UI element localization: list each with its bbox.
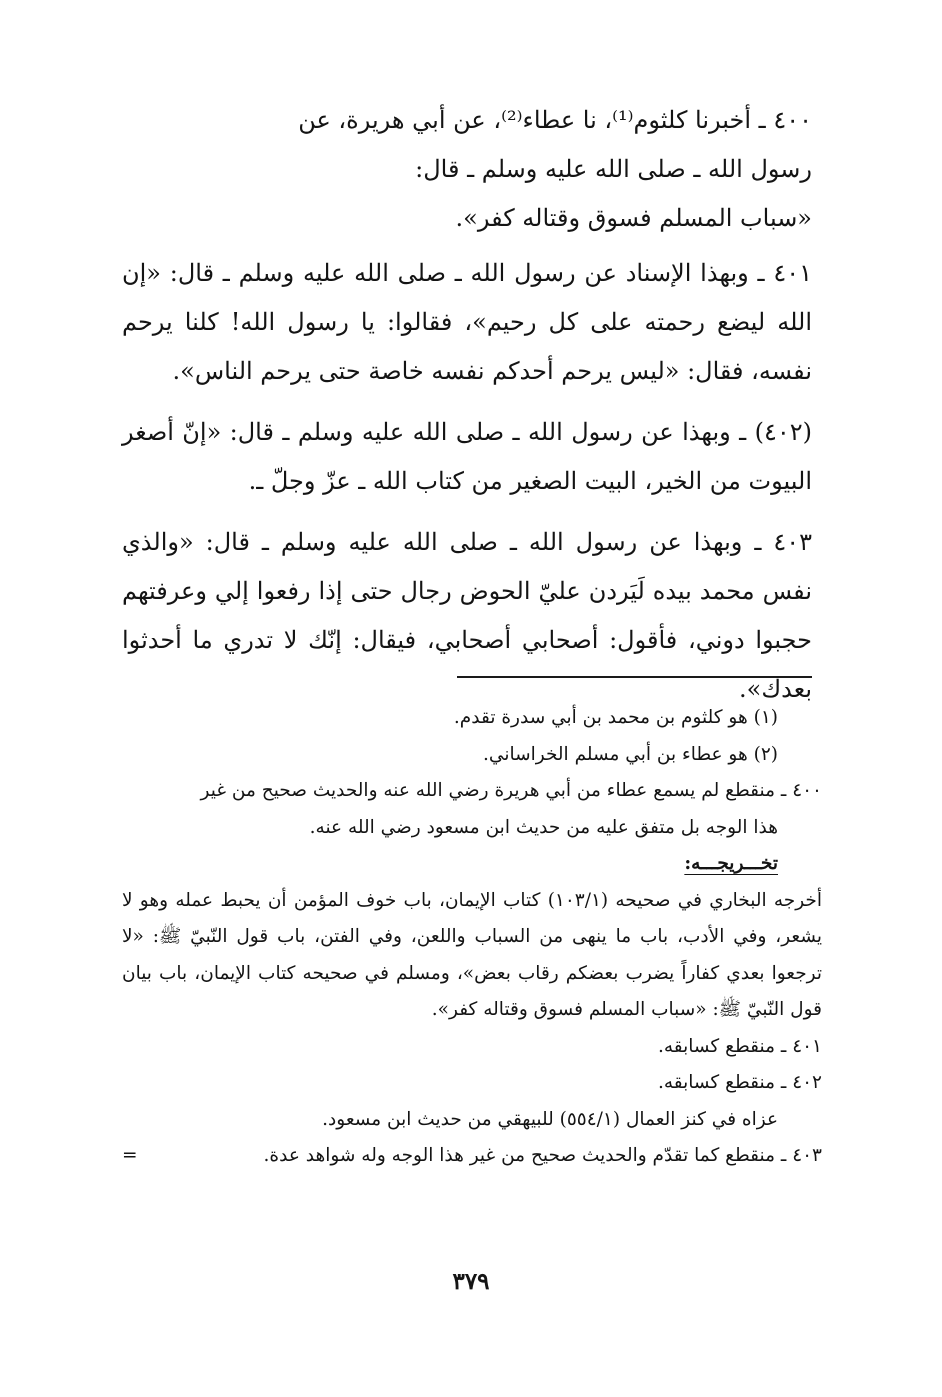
note-403 xyxy=(122,1138,822,1175)
takhrij-heading xyxy=(122,846,822,883)
hadith-403: ٤٠٣ ـ وبهذا عن رسول الله ـ صلى الله عليه وسلم ـ قال: «والذي نفس محمد بيده لَيَردن عليّ الحوض رجال حتى إذا رفعوا إلي وعرفتهم حجبوا دوني، فأقول: أصحابي أصحابي، فيقال: إنّك لا تدري ما أحدثوا بعدك». xyxy=(122,528,813,703)
hadith-400-line2: رسول الله ـ صلى الله عليه وسلم ـ قال: xyxy=(415,155,812,183)
note-401: ٤٠١ ـ منقطع كسابقه. xyxy=(657,1035,822,1057)
hadith-400-line1: ٤٠٠ ـ أخبرنا كلثوم⁽¹⁾، نا عطاء⁽²⁾، عن أبي هريرة، عن xyxy=(298,106,812,134)
note-400: ٤٠٠ ـ منقطع لم يسمع عطاء من أبي هريرة رضي الله عنه والحديث صحيح من غير xyxy=(200,780,822,801)
footnote-divider xyxy=(457,676,812,678)
hadith-400 xyxy=(122,96,812,243)
hadith-402: (٤٠٢) ـ وبهذا عن رسول الله ـ صلى الله عليه وسلم ـ قال: «إنّ أصغر البيوت من الخير، البيت الصغير من كتاب الله ـ عزّ وجلّ ـ. xyxy=(122,418,812,495)
footnote-1: (١) هو كلثوم بن محمد بن أبي سدرة تقدم. xyxy=(453,707,778,728)
page-number: ٣٧٩ xyxy=(452,1268,490,1295)
note-402: ٤٠٢ ـ منقطع كسابقه. xyxy=(657,1072,822,1093)
continuation-mark: = xyxy=(122,1145,138,1166)
hadith-text xyxy=(122,96,812,726)
takhrij-label: تخـــريجـــه: xyxy=(684,853,778,874)
note-402-cont: عزاه في كنز العمال (٥٥٤/١) للبيهقي من حديث ابن مسعود. xyxy=(322,1108,778,1130)
note-400-cont: هذا الوجه بل متفق عليه من حديث ابن مسعود رضي الله عنه. xyxy=(309,816,778,838)
footnote-2: (٢) هو عطاء بن أبي مسلم الخراساني. xyxy=(483,743,778,765)
hadith-400-line3: «سباب المسلم فسوق وقتاله كفر». xyxy=(455,204,812,232)
takhrij-text: أخرجه البخاري في صحيحه (١٠٣/١) كتاب الإيمان، باب خوف المؤمن أن يحبط عمله وهو لا يشعر، وفي الأدب، باب ما ينهى من السباب واللعن، وفي الفتن، باب قول النّبيّ ﷺ: «لا ترجعوا بعدي كفاراً يضرب بعضكم رقاب بعض»، ومسلم في صحيحه كتاب الإيمان، باب بيان قول النّبيّ ﷺ: «سباب المسلم فسوق وقتاله كفر». xyxy=(122,889,822,1020)
hadith-401: ٤٠١ ـ وبهذا الإسناد عن رسول الله ـ صلى الله عليه وسلم ـ قال: «إن الله ليضع رحمته على كل رحيم»، فقالوا: يا رسول الله! كلنا يرحم نفسه، فقال: «ليس يرحم أحدكم نفسه خاصة حتى يرحم الناس». xyxy=(122,259,812,385)
note-403-text: ٤٠٣ ـ منقطع كما تقدّم والحديث صحيح من غير هذا الوجه وله شواهد عدة. xyxy=(263,1145,822,1166)
footnotes xyxy=(122,700,822,1175)
